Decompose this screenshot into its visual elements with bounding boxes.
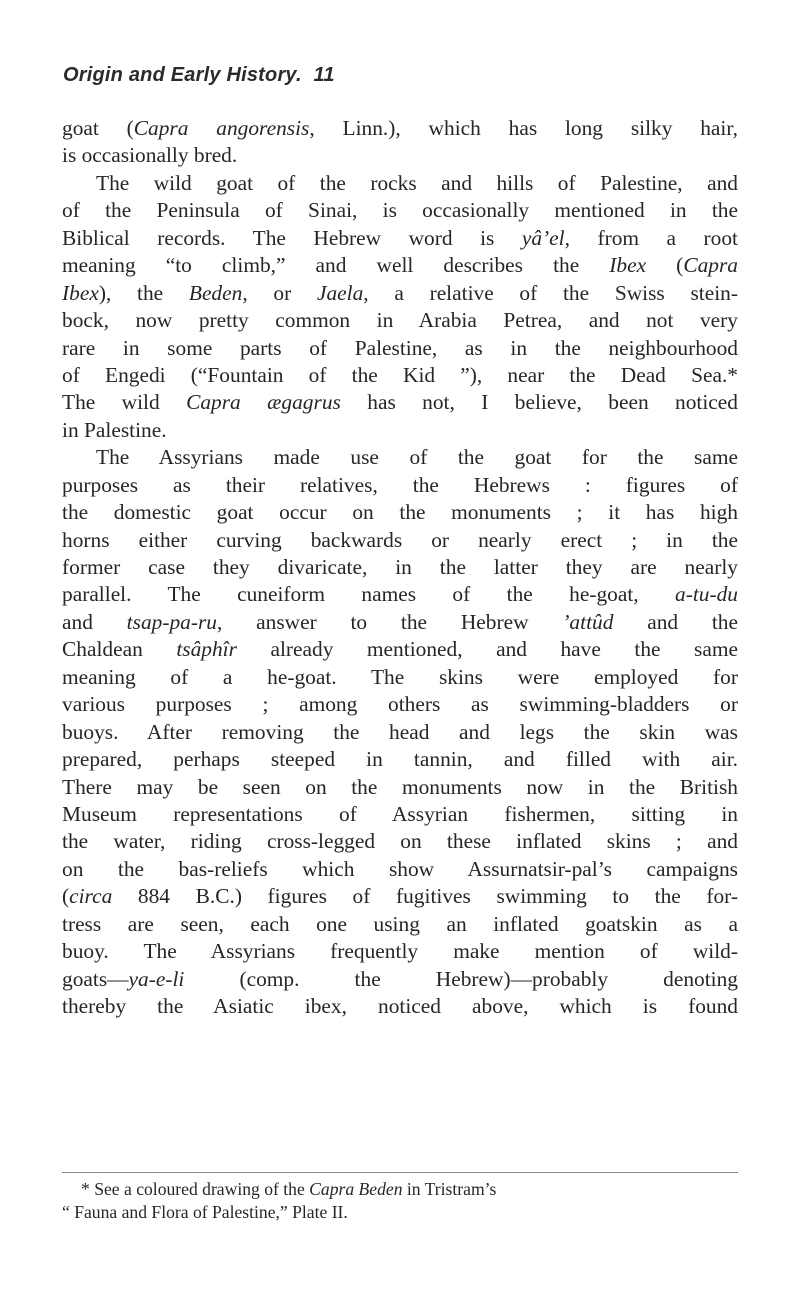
body-line: The wild goat of the rocks and hills of Palestine, and	[96, 170, 738, 195]
running-head	[63, 64, 335, 87]
body-line: various purposes ; among others as swimming-bladders or	[62, 692, 738, 717]
body-line: goats—ya-e-li (comp. the Hebrew)—probably denoting	[62, 966, 738, 991]
body-line: the water, riding cross-legged on these inflated skins ; and	[62, 829, 738, 854]
body-line: meaning of a he-goat. The skins were employed for	[62, 664, 738, 689]
body-line: The Assyrians made use of the goat for the same	[96, 445, 738, 470]
body-text	[62, 115, 738, 1020]
body-line: is occasionally bred.	[62, 143, 238, 168]
body-line: tress are seen, each one using an inflated goatskin as a	[62, 911, 738, 936]
body-line: goat (Capra angorensis, Linn.), which has long silky hair,	[62, 116, 738, 140]
body-line: thereby the Asiatic ibex, noticed above, which is found	[62, 994, 738, 1018]
body-line: Chaldean tsâphîr already mentioned, and have the same	[62, 637, 738, 662]
footnote-line: “ Fauna and Flora of Palestine,” Plate II.	[62, 1202, 348, 1222]
body-line: on the bas-reliefs which show Assurnatsir-pal’s campaigns	[62, 856, 738, 881]
footnote	[62, 1178, 738, 1224]
body-line: the domestic goat occur on the monuments ; it has high	[62, 500, 738, 525]
body-line: of the Peninsula of Sinai, is occasionally mentioned in the	[62, 198, 738, 223]
body-line: (circa 884 B.C.) figures of fugitives swimming to the for-	[62, 884, 738, 909]
body-line: buoy. The Assyrians frequently make mention of wild-	[62, 939, 738, 964]
running-title: Origin and Early History.	[63, 64, 302, 86]
body-line: in Palestine.	[62, 417, 167, 442]
body-line: Museum representations of Assyrian fishermen, sitting in	[62, 801, 738, 826]
page-number: 11	[313, 64, 335, 86]
body-line: buoys. After removing the head and legs the skin was	[62, 719, 738, 744]
body-line: parallel. The cuneiform names of the he-goat, a-tu-du	[62, 582, 738, 607]
body-line: former case they divaricate, in the latter they are nearly	[62, 555, 738, 579]
body-line: The wild Capra ægagrus has not, I believe, been noticed	[62, 390, 738, 415]
footnote-line: * See a coloured drawing of the Capra Beden in Tristram’s	[81, 1179, 497, 1199]
body-line: and tsap-pa-ru, answer to the Hebrew ’attûd and the	[62, 609, 739, 634]
body-line: horns either curving backwards or nearly erect ; in the	[62, 527, 738, 552]
body-line: purposes as their relatives, the Hebrews : figures of	[62, 472, 738, 497]
body-line: of Engedi (“Fountain of the Kid ”), near the Dead Sea.*	[62, 362, 738, 387]
body-line: bock, now pretty common in Arabia Petrea, and not very	[62, 308, 738, 333]
body-line: prepared, perhaps steeped in tannin, and filled with air.	[62, 747, 738, 772]
body-line: Biblical records. The Hebrew word is yâ’el, from a root	[62, 225, 738, 250]
body-line: Ibex), the Beden, or Jaela, a relative of the Swiss stein-	[62, 280, 738, 305]
body-line: There may be seen on the monuments now in the British	[62, 774, 738, 799]
body-line: meaning “to climb,” and well describes the Ibex (Capra	[62, 253, 738, 278]
body-line: rare in some parts of Palestine, as in the neighbourhood	[62, 335, 738, 360]
footnote-divider	[62, 1172, 738, 1173]
